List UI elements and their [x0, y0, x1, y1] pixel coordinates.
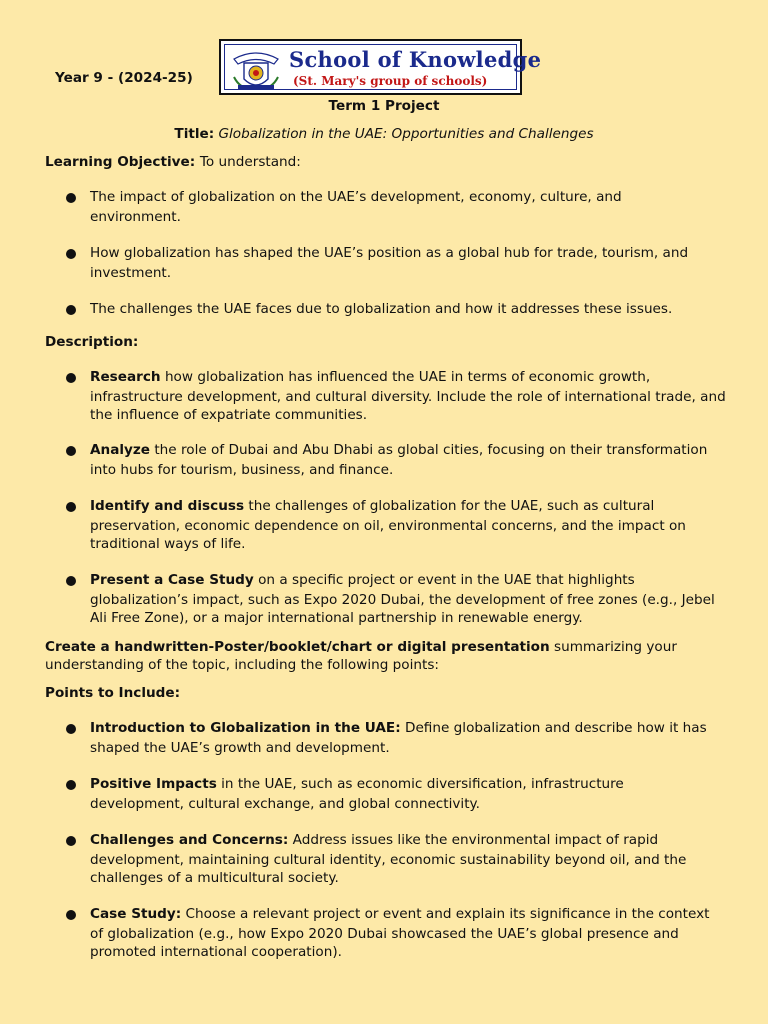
school-subtitle: (St. Mary's group of schools): [293, 74, 488, 88]
points-heading: Points to Include:: [45, 685, 181, 701]
item-text: preservation, economic dependence on oil, environmental concerns, and the impact on traditional ways of life.: [90, 518, 686, 552]
item-line: investment.: [90, 265, 172, 281]
item-text: how globalization has influenced the UAE in terms of economic growth,: [160, 369, 651, 385]
item-text: Address issues like the environmental impact of rapid: [288, 832, 659, 848]
bullet-icon: [66, 193, 76, 203]
points-item: [90, 829, 730, 887]
points-item: [90, 717, 730, 757]
item-text: development, maintaining cultural identity, economic sustainability beyond oil, and the challenges of a multicultural society.: [90, 852, 687, 886]
create-text: summarizing your understanding of the topic, including the following points:: [45, 639, 677, 673]
create-bold: Create a handwritten-Poster/booklet/chart or digital presentation: [45, 639, 550, 655]
learning-objective-intro: To understand:: [199, 154, 301, 170]
item-text: development, cultural exchange, and global connectivity.: [90, 796, 480, 812]
item-bold: Challenges and Concerns:: [90, 832, 289, 848]
bullet-icon: [66, 249, 76, 259]
bullet-icon: [66, 373, 76, 383]
item-bold: Case Study:: [90, 906, 182, 922]
year-label: Year 9 - (2024-25): [55, 70, 193, 86]
item-text: globalization’s impact, such as Expo 2020 Dubai, the development of free zones (e.g., Jebel Ali Free Zone), or a major international partnership in renewable energy.: [90, 592, 715, 626]
item-text: the challenges of globalization for the UAE, such as cultural: [244, 498, 655, 514]
item-text: Choose a relevant project or event and explain its significance in the context: [181, 906, 710, 922]
item-text: on a specific project or event in the UAE that highlights: [253, 572, 635, 588]
item-text: of globalization (e.g., how Expo 2020 Dubai showcased the UAE’s global presence and promoted international cooperation).: [90, 926, 679, 960]
learning-objective-heading: [45, 154, 301, 170]
project-title: [0, 126, 768, 142]
points-item: [90, 773, 730, 813]
item-bold: Research: [90, 369, 161, 385]
description-item: [90, 366, 730, 424]
item-bold: Identify and discuss: [90, 498, 245, 514]
school-seal-icon: [230, 49, 282, 93]
item-line: The challenges the UAE faces due to globalization and how it addresses these issues.: [90, 301, 673, 317]
bullet-icon: [66, 576, 76, 586]
objective-item: [90, 242, 730, 282]
description-item: [90, 569, 730, 627]
bullet-icon: [66, 724, 76, 734]
item-text: the role of Dubai and Abu Dhabi as global cities, focusing on their transformation: [150, 442, 708, 458]
bullet-icon: [66, 836, 76, 846]
description-item: [90, 495, 730, 553]
objective-item: [90, 298, 730, 320]
logo-frame: [224, 44, 542, 90]
item-text: Define globalization and describe how it has: [400, 720, 707, 736]
item-bold: Positive Impacts: [90, 776, 217, 792]
item-text: into hubs for tourism, business, and finance.: [90, 462, 394, 478]
item-line: How globalization has shaped the UAE’s position as a global hub for trade, tourism, and: [90, 245, 689, 261]
bullet-icon: [66, 780, 76, 790]
school-logo: [219, 39, 542, 95]
item-line: environment.: [90, 209, 181, 225]
bullet-icon: [66, 305, 76, 315]
school-name: School of Knowledge: [289, 47, 542, 72]
learning-objective-label: Learning Objective:: [45, 154, 196, 170]
description-heading: Description:: [45, 334, 139, 350]
item-bold: Introduction to Globalization in the UAE:: [90, 720, 401, 736]
item-text: infrastructure development, and cultural diversity. Include the role of international trade, and the influence of expatriate communities.: [90, 389, 726, 423]
bullet-icon: [66, 910, 76, 920]
title-text: Globalization in the UAE: Opportunities and Challenges: [218, 126, 594, 142]
points-item: [90, 903, 730, 961]
term-heading: Term 1 Project: [328, 98, 440, 114]
item-bold: Analyze: [90, 442, 151, 458]
bullet-icon: [66, 446, 76, 456]
description-item: [90, 439, 730, 479]
item-bold: Present a Case Study: [90, 572, 254, 588]
create-paragraph: [45, 638, 735, 674]
item-line: The impact of globalization on the UAE’s development, economy, culture, and: [90, 189, 622, 205]
title-label: Title:: [174, 126, 215, 142]
item-text: shaped the UAE’s growth and development.: [90, 740, 390, 756]
bullet-icon: [66, 502, 76, 512]
objective-item: [90, 186, 730, 226]
item-text: in the UAE, such as economic diversification, infrastructure: [216, 776, 624, 792]
